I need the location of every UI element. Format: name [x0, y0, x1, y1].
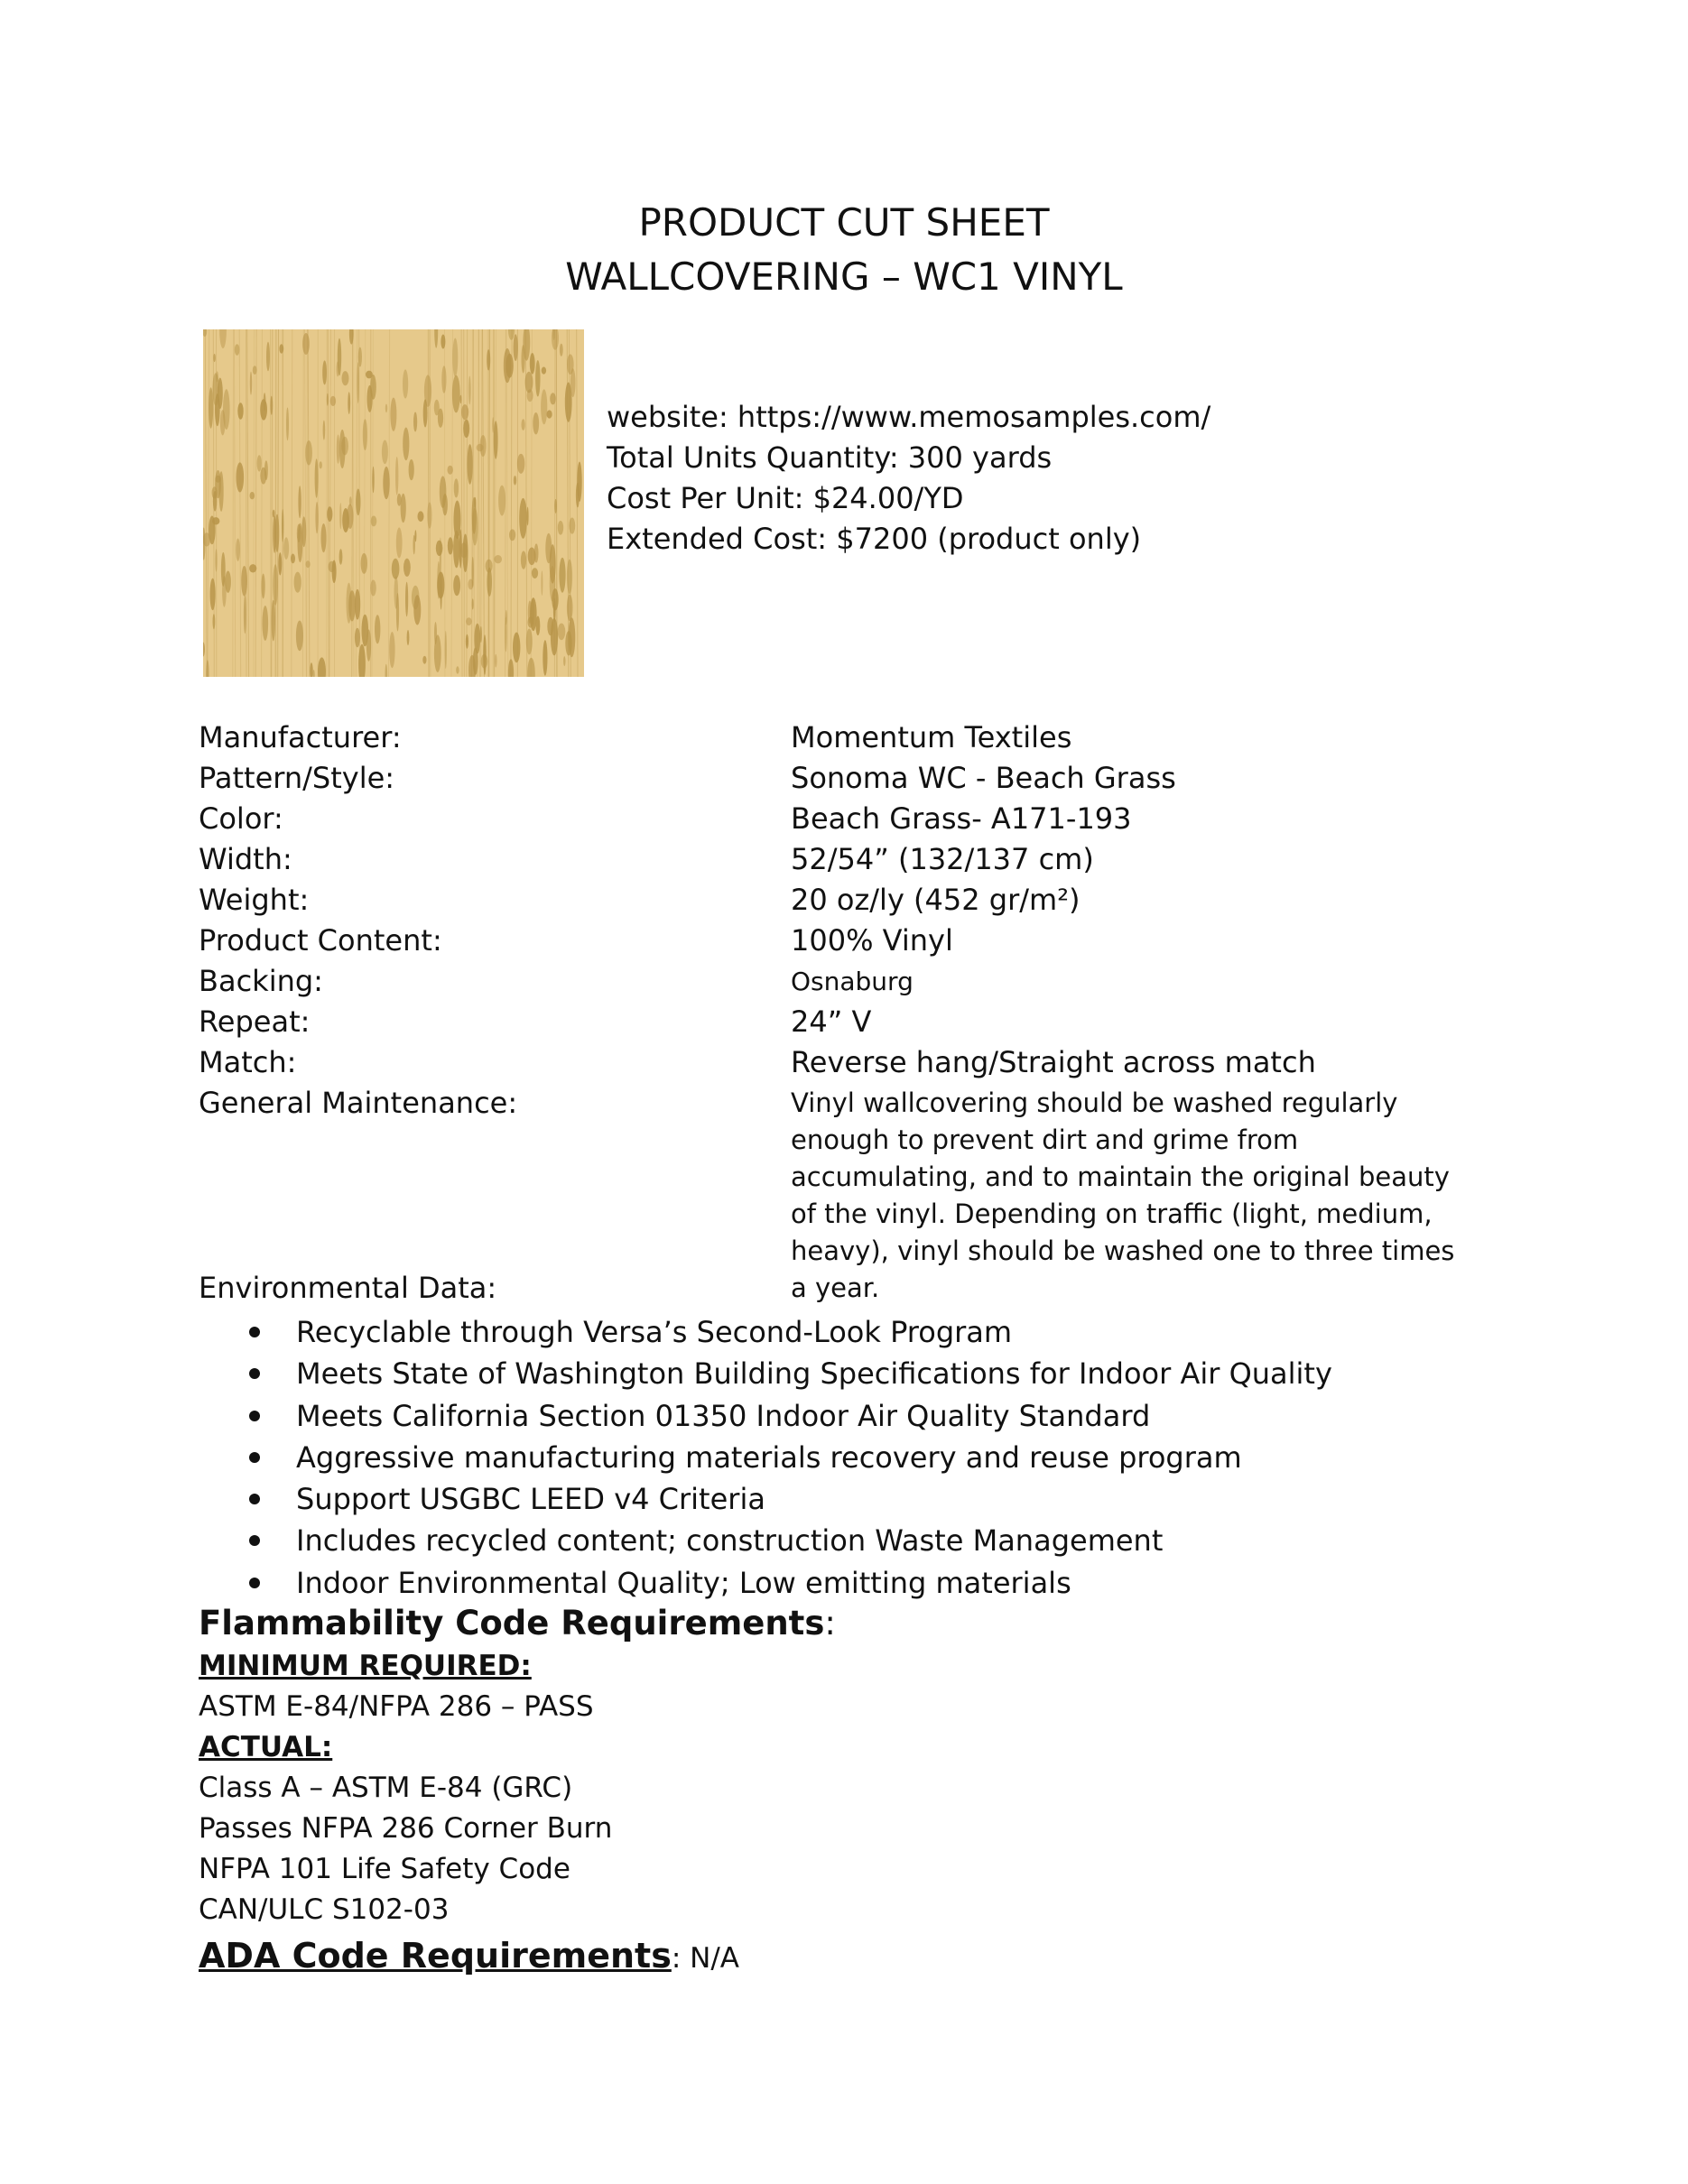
extended-cost-line: Extended Cost: $7200 (product only) — [607, 522, 1142, 556]
actual-value: NFPA 101 Life Safety Code — [199, 1853, 570, 1885]
bullet-icon — [249, 1327, 260, 1337]
bullet-icon — [249, 1535, 260, 1546]
spec-label: Repeat: — [199, 1004, 311, 1039]
minimum-required-heading: MINIMUM REQUIRED: — [199, 1650, 532, 1682]
spec-value: 20 oz/ly (452 gr/m²) — [791, 883, 1081, 917]
spec-label: Manufacturer: — [199, 720, 402, 754]
spec-row-match — [199, 1042, 1507, 1083]
spec-value: 100% Vinyl — [791, 923, 953, 958]
actual-value: Passes NFPA 286 Corner Burn — [199, 1812, 613, 1845]
ada-value: N/A — [690, 1942, 739, 1975]
environmental-heading: Environmental Data: — [199, 1271, 497, 1305]
list-item — [199, 1395, 1507, 1437]
spec-row-repeat — [199, 1002, 1507, 1042]
list-item — [199, 1520, 1507, 1561]
spec-row-content — [199, 921, 1507, 961]
spec-label: Width: — [199, 842, 292, 876]
list-item-text: Recyclable through Versa’s Second-Look Program — [296, 1315, 1013, 1349]
fabric-swatch-image — [203, 329, 584, 677]
spec-row-color — [199, 799, 1507, 839]
ada-label: ADA Code Requirements — [199, 1936, 672, 1976]
total-units-line: Total Units Quantity: 300 yards — [607, 440, 1053, 475]
spec-row-backing — [199, 961, 1507, 1002]
actual-value: CAN/ULC S102-03 — [199, 1893, 450, 1926]
list-item-text: Indoor Environmental Quality; Low emitting materials — [296, 1565, 1071, 1600]
list-item — [199, 1353, 1507, 1394]
environmental-section — [199, 1268, 1507, 1604]
spec-value: 24” V — [791, 1004, 872, 1039]
list-item — [199, 1437, 1507, 1478]
spec-label: Match: — [199, 1045, 297, 1079]
bullet-icon — [249, 1494, 260, 1504]
title-line-2: WALLCOVERING – WC1 VINYL — [565, 254, 1123, 299]
spec-value: 52/54” (132/137 cm) — [791, 842, 1094, 876]
spec-row-width — [199, 839, 1507, 880]
spec-value: Vinyl wallcovering should be washed regularly enough to prevent dirt and grime from accumulating, and to maintain the original beauty of the vinyl. Depending on traffic (light, medium, heavy), vinyl should be washed one to three times a year. — [791, 1087, 1455, 1303]
spec-label: Color: — [199, 801, 283, 836]
actual-heading: ACTUAL: — [199, 1731, 333, 1763]
bullet-icon — [249, 1452, 260, 1463]
spec-row-weight — [199, 880, 1507, 921]
list-item-text: Includes recycled content; construction Waste Management — [296, 1523, 1164, 1559]
spec-label: Weight: — [199, 883, 310, 917]
spec-label: General Maintenance: — [199, 1086, 518, 1120]
spec-label: Pattern/Style: — [199, 761, 395, 795]
list-item-text: Meets State of Washington Building Specifications for Indoor Air Quality — [296, 1356, 1332, 1392]
spec-label: Product Content: — [199, 923, 442, 958]
bullet-icon — [249, 1368, 260, 1379]
cost-per-unit-line: Cost Per Unit: $24.00/YD — [607, 481, 964, 515]
spec-value: Reverse hang/Straight across match — [791, 1045, 1316, 1079]
list-item — [199, 1478, 1507, 1520]
list-item — [199, 1562, 1507, 1604]
spec-table — [199, 717, 1507, 1307]
summary-block — [607, 397, 1210, 560]
spec-label: Backing: — [199, 964, 323, 998]
flammability-heading — [199, 1601, 1507, 1646]
actual-value: Class A – ASTM E-84 (GRC) — [199, 1772, 573, 1804]
ada-requirements — [199, 1932, 1507, 1982]
environmental-list — [199, 1311, 1507, 1604]
spec-row-pattern — [199, 758, 1507, 799]
spec-row-manufacturer — [199, 717, 1507, 758]
list-item — [199, 1311, 1507, 1353]
flammability-section — [199, 1601, 1507, 1982]
ada-separator: : — [671, 1942, 691, 1975]
minimum-required-value: ASTM E-84/NFPA 286 – PASS — [199, 1690, 594, 1723]
spec-value: Osnaburg — [791, 967, 914, 996]
flammability-heading-colon: : — [824, 1604, 836, 1643]
list-item-text: Support USGBC LEED v4 Criteria — [296, 1482, 765, 1517]
spec-value: Momentum Textiles — [791, 720, 1072, 754]
bullet-icon — [249, 1578, 260, 1588]
list-item-text: Aggressive manufacturing materials recovery and reuse program — [296, 1439, 1242, 1475]
website-line: website: https://www.memosamples.com/ — [607, 400, 1211, 434]
title-line-1: PRODUCT CUT SHEET — [638, 200, 1050, 245]
spec-value: Sonoma WC - Beach Grass — [791, 761, 1176, 795]
spec-value: Beach Grass- A171-193 — [791, 801, 1132, 836]
bullet-icon — [249, 1411, 260, 1421]
list-item-text: Meets California Section 01350 Indoor Air Quality Standard — [296, 1398, 1151, 1433]
flammability-heading-text: Flammability Code Requirements — [199, 1604, 825, 1643]
